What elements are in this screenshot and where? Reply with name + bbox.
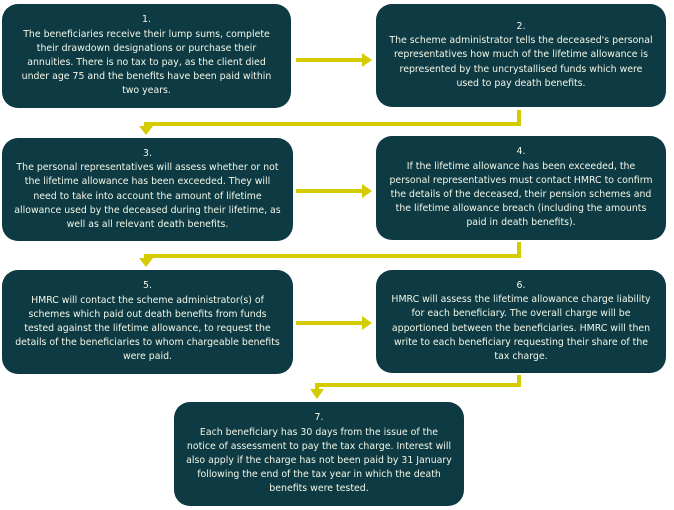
step-2-box — [376, 4, 666, 107]
step-6-number: 6. — [516, 279, 526, 291]
arrow-3-to-4 — [296, 184, 372, 198]
step-1-number: 1. — [142, 14, 151, 26]
arrow-2-to-3 — [139, 110, 519, 135]
step-7-number: 7. — [314, 412, 324, 424]
arrow-5-to-6 — [296, 316, 372, 330]
step-3-text: The personal representatives will assess whether or not the lifetime allowance has been exceeded. They will need to take into account the amount of lifetime allowance used by the deceased during their lifetime, as well as all relevant death benefits. — [14, 162, 281, 230]
arrow-6-to-7 — [310, 375, 519, 399]
step-4-text: If the lifetime allowance has been exceeded, the personal representatives must contact HMRC to confirm the details of the deceased, their pension schemes and the lifetime allowance breach (including the amounts paid in death benefits). — [389, 160, 653, 229]
step-3-number: 3. — [143, 147, 152, 159]
step-2-number: 2. — [516, 20, 526, 32]
step-6-box — [376, 270, 666, 373]
step-1-box — [2, 4, 291, 108]
step-4-box — [376, 136, 666, 240]
step-7-box — [174, 402, 464, 506]
step-5-box — [2, 270, 293, 374]
step-5-number: 5. — [143, 280, 152, 292]
step-7-text: Each beneficiary has 30 days from the issue of the notice of assessment to pay the tax charge. Interest will also apply if the charge has not been paid by 31 January following the end of the tax year in which the death benefits were tested. — [186, 426, 452, 495]
step-2-text: The scheme administrator tells the deceased's personal representatives how much of the lifetime allowance is represented by the uncrystallised funds which were used to pay death benefits. — [389, 35, 653, 89]
step-5-text: HMRC will contact the scheme administrator(s) of schemes which paid out death benefits from funds tested against the lifetime allowance, to request the details of the beneficiaries to whom chargeable benefits were paid. — [15, 294, 280, 363]
step-3-box — [2, 138, 293, 241]
step-4-number: 4. — [516, 146, 526, 158]
arrow-1-to-2 — [296, 53, 372, 67]
step-1-text: The beneficiaries receive their lump sums, complete their drawdown designations or purchase their annuities. There is no tax to pay, as the client died under age 75 and the benefits have been paid within two years. — [21, 28, 272, 97]
arrow-4-to-5 — [139, 242, 519, 267]
step-6-text: HMRC will assess the lifetime allowance charge liability for each beneficiary. The overall charge will be apportioned between the beneficiaries. HMRC will then write to each beneficiary requesting their share of the tax charge. — [391, 294, 651, 362]
